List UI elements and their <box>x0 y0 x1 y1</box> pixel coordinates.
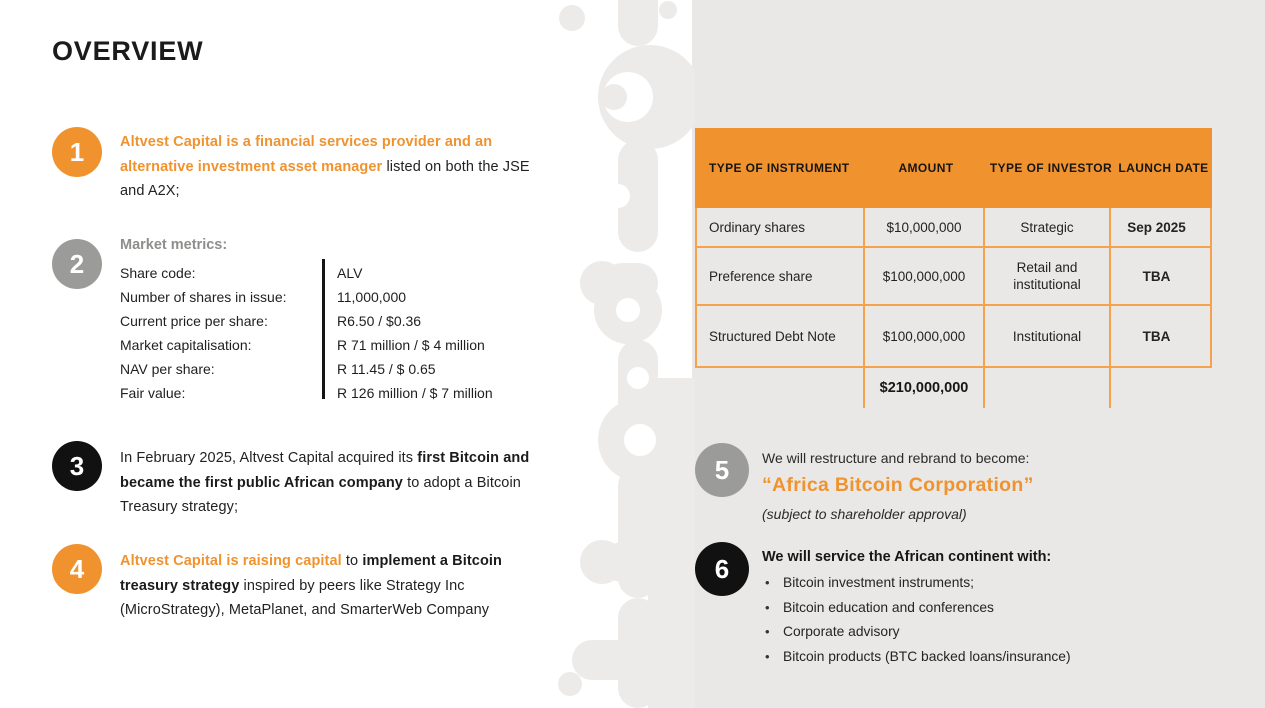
cell-total-amount: $210,000,000 <box>863 368 983 408</box>
rebrand-intro: We will restructure and rebrand to become: <box>762 450 1030 466</box>
point-1-text <box>120 130 544 204</box>
list-item: • Bitcoin education and conferences <box>765 596 1071 621</box>
header-amount: AMOUNT <box>898 161 954 175</box>
table-row <box>695 306 1212 368</box>
list-item: • Bitcoin products (BTC backed loans/insurance) <box>765 645 1071 670</box>
market-metrics-list <box>120 261 540 405</box>
cell-launch-date: TBA <box>1109 306 1202 366</box>
cell-investor: Institutional <box>983 306 1109 366</box>
market-metrics-heading: Market metrics: <box>120 237 228 253</box>
metric-label: NAV per share: <box>120 361 215 377</box>
metric-value: ALV <box>337 265 363 281</box>
cell-investor: Retail and institutional <box>983 248 1109 304</box>
metric-label: Market capitalisation: <box>120 337 252 353</box>
metric-label: Current price per share: <box>120 313 268 329</box>
cell-empty <box>983 368 1109 408</box>
metric-row-shares-in-issue <box>120 285 540 309</box>
cell-instrument: Ordinary shares <box>709 219 806 235</box>
metric-row-current-price <box>120 309 540 333</box>
cell-empty <box>697 368 863 408</box>
metric-value: R 11.45 / $ 0.65 <box>337 361 436 377</box>
rebrand-note: (subject to shareholder approval) <box>762 506 967 522</box>
point-4-run1: Altvest Capital is raising capital <box>120 553 342 569</box>
metric-value: 11,000,000 <box>337 289 407 305</box>
point-3-text <box>120 446 544 520</box>
point-3-run2: first Bitcoin and became the first public African company <box>120 450 530 491</box>
cell-instrument: Structured Debt Note <box>709 328 836 344</box>
metric-label: Number of shares in issue: <box>120 289 287 305</box>
metric-row-fair-value <box>120 381 540 405</box>
metric-value: R 71 million / $ 4 million <box>337 337 485 353</box>
point-4-run4: inspired by peers like Strategy Inc (MicroStrategy), MetaPlanet, and SmarterWeb Company <box>120 577 490 618</box>
decorative-bubble-pattern <box>550 0 695 708</box>
point-3-run1: In February 2025, Altvest Capital acquired its <box>120 450 418 466</box>
rebrand-name: “Africa Bitcoin Corporation” <box>762 474 1034 496</box>
cell-instrument: Preference share <box>709 268 813 284</box>
page-title: OVERVIEW <box>52 36 204 66</box>
header-launch-date: LAUNCH DATE <box>1118 161 1209 175</box>
metric-row-nav-per-share <box>120 357 540 381</box>
table-header-row <box>695 128 1212 208</box>
cell-investor: Strategic <box>983 208 1109 246</box>
point-1-badge <box>52 127 102 177</box>
capital-raise-table <box>695 128 1212 408</box>
point-1-highlight: Altvest Capital is a financial services provider and an alternative investment asset manager <box>120 134 493 175</box>
metric-value: R6.50 / $0.36 <box>337 313 422 329</box>
cell-launch-date: Sep 2025 <box>1109 208 1202 246</box>
table-row <box>695 208 1212 248</box>
metric-label: Share code: <box>120 265 196 281</box>
point-4-number: 4 <box>69 553 85 584</box>
point-1-number: 1 <box>69 136 85 167</box>
table-total-row <box>695 368 1212 408</box>
point-4-run2: to <box>341 553 363 569</box>
point-2-number: 2 <box>69 248 85 279</box>
metric-value: R 126 million / $ 7 million <box>337 385 493 401</box>
point-3-number: 3 <box>69 450 85 481</box>
point-3-badge <box>52 441 102 491</box>
point-5-number: 5 <box>714 454 730 485</box>
point-4-run3: implement a Bitcoin treasury strategy <box>120 553 503 594</box>
table-row <box>695 248 1212 306</box>
point-4-text <box>120 549 544 623</box>
list-item: • Corporate advisory <box>765 620 1071 645</box>
point-6-number: 6 <box>714 553 730 584</box>
metric-label: Fair value: <box>120 385 186 401</box>
cell-amount: $10,000,000 <box>863 208 983 246</box>
metrics-divider <box>322 259 325 399</box>
cell-launch-date: TBA <box>1109 248 1202 304</box>
metric-row-market-cap <box>120 333 540 357</box>
header-type-of-investor: TYPE OF INVESTOR <box>989 161 1113 175</box>
point-6-badge <box>695 542 749 596</box>
service-heading: We will service the African continent with: <box>762 549 1052 565</box>
cell-amount: $100,000,000 <box>863 248 983 304</box>
service-bullet-list <box>765 571 1071 669</box>
point-1-rest: listed on both the JSE and A2X; <box>120 158 530 199</box>
list-item: • Bitcoin investment instruments; <box>765 571 1071 596</box>
point-3-run3: to adopt a Bitcoin Treasury strategy; <box>120 474 521 515</box>
metric-row-share-code <box>120 261 540 285</box>
header-type-of-instrument: TYPE OF INSTRUMENT <box>709 161 850 175</box>
cell-amount: $100,000,000 <box>863 306 983 366</box>
point-4-badge <box>52 544 102 594</box>
point-5-badge <box>695 443 749 497</box>
point-2-badge <box>52 239 102 289</box>
cell-empty <box>1109 368 1202 408</box>
